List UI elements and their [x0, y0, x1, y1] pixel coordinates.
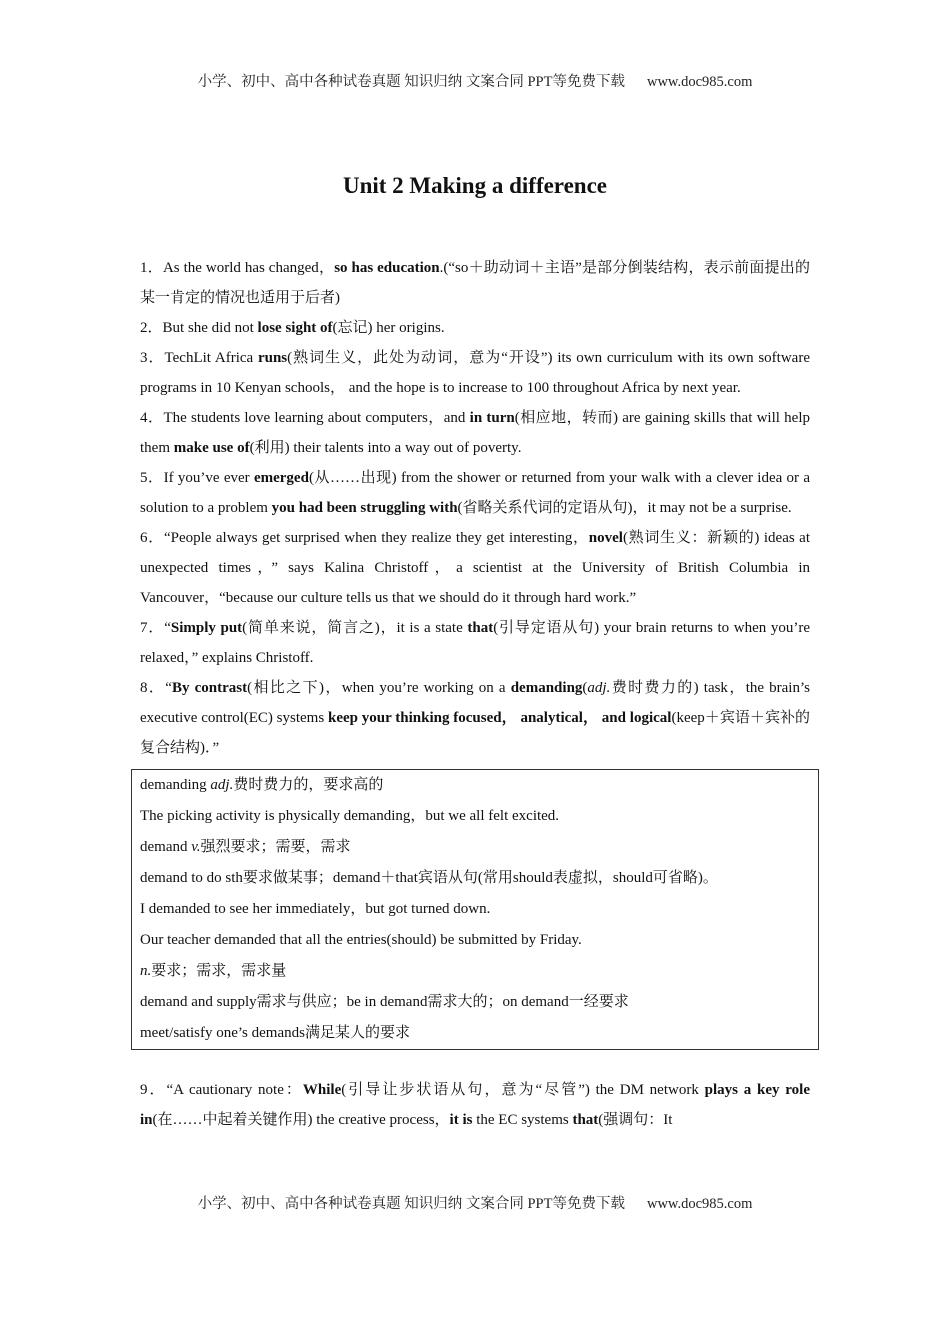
box-line: The picking activity is physically demanding，but we all felt excited. [140, 808, 560, 824]
box-line: I demanded to see her immediately，but got turned down. [140, 901, 491, 917]
page-header [0, 70, 950, 91]
box-line: Our teacher demanded that all the entries(should) be submitted by Friday. [140, 932, 582, 948]
page-title: Unit 2 Making a difference [342, 173, 608, 198]
document-body [140, 253, 810, 1135]
list-item: 4．The students love learning about computers，and in turn(相应地，转而) are gaining skills that will help them make use of(利用) their talents into a way out of poverty. [140, 410, 810, 456]
list-item: 6．“People always get surprised when they realize they get interesting，novel(熟词生义：新颖的) ideas at unexpected times，” says Kalina Christoff，a scientist at the University of British Columbia in Vancouver，“because our culture tells us that we should do it through hard work.” [140, 530, 810, 606]
list-item: 2．But she did not lose sight of(忘记) her origins. [140, 320, 445, 336]
vocabulary-box [131, 769, 819, 1050]
list-item: 9．“A cautionary note：While(引导让步状语从句，意为“尽管”) the DM network plays a key role in(在……中起着关键作用) the creative process，it is the EC systems that(强调句：It [140, 1082, 810, 1128]
box-line: n.要求；需求，需求量 [140, 963, 287, 979]
box-line: demanding adj.费时费力的，要求高的 [140, 777, 384, 793]
header-text: 小学、初中、高中各种试卷真题 知识归纳 文案合同 PPT等免费下载 [197, 74, 625, 90]
page-footer [0, 1192, 950, 1213]
list-item: 8．“By contrast(相比之下)，when you’re working on a demanding(adj.费时费力的) task，the brain’s executive control(EC) systems keep your thinking focused， analytical， and logical(keep＋宾语＋宾补的复合结构)．” [140, 680, 811, 756]
list-item: 1．As the world has changed，so has education.(“so＋助动词＋主语”是部分倒装结构，表示前面提出的某一肯定的情况也适用于后者) [140, 260, 810, 306]
header-site: www.doc985.com [646, 74, 753, 90]
box-line: demand to do sth要求做某事；demand＋that宾语从句(常用should表虚拟，should可省略)。 [140, 870, 718, 886]
footer-text: 小学、初中、高中各种试卷真题 知识归纳 文案合同 PPT等免费下载 [197, 1196, 625, 1212]
list-item: 3．TechLit Africa runs(熟词生义，此处为动词，意为“开设”) its own curriculum with its own software programs in 10 Kenyan schools， and the hope is to increase to 100 throughout Africa by next year. [140, 350, 810, 396]
box-line: meet/satisfy one’s demands满足某人的要求 [140, 1025, 410, 1041]
list-item: 5．If you’ve ever emerged(从……出现) from the shower or returned from your walk with a clever idea or a solution to a problem you had been struggling with(省略关系代词的定语从句)，it may not be a surprise. [140, 470, 810, 516]
box-line: demand v.强烈要求；需要，需求 [140, 839, 351, 855]
list-item: 7．“Simply put(简单来说，简言之)，it is a state that(引导定语从句) your brain returns to when you’re relaxed，” explains Christoff. [140, 620, 810, 666]
box-line: demand and supply需求与供应；be in demand需求大的；on demand一经要求 [140, 994, 629, 1010]
footer-site: www.doc985.com [646, 1196, 753, 1212]
